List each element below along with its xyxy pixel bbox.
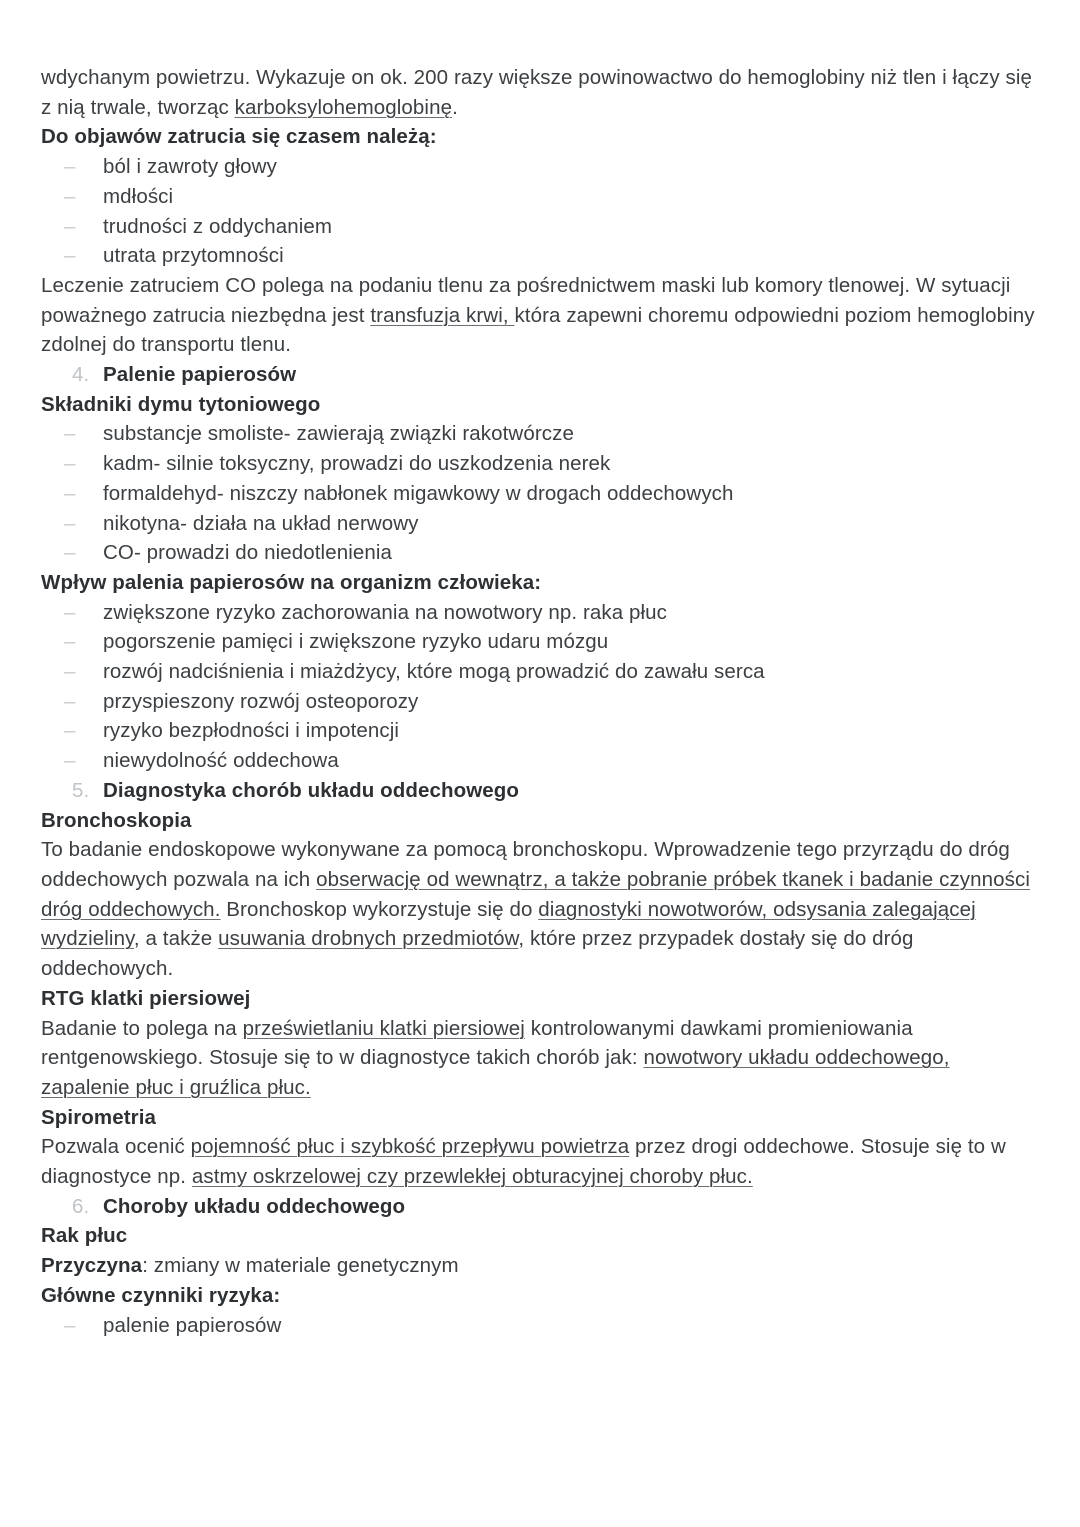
list-item bbox=[41, 746, 1039, 776]
text-run: przez drogi oddechowe. Stosuje się to w diagnostyce np. bbox=[41, 1135, 1006, 1189]
dash-bullet-icon: – bbox=[64, 511, 76, 535]
list-item-label: pogorszenie pamięci i zwiększone ryzyko udaru mózgu bbox=[103, 630, 609, 654]
list-item-label: substancje smoliste- zawierają związki rakotwórcze bbox=[103, 422, 574, 446]
heading-glowne-czynniki-ryzyka: Główne czynniki ryzyka: bbox=[41, 1283, 281, 1307]
heading-objawy-zatrucia: Do objawów zatrucia się czasem należą: bbox=[41, 125, 437, 149]
numbered-item-choroby-ukladu-list bbox=[41, 1192, 1039, 1222]
numbered-item-diagnostyka-list bbox=[41, 776, 1039, 806]
numbered-item-label: Palenie papierosów bbox=[103, 363, 297, 387]
heading-spirometria: Spirometria bbox=[41, 1105, 157, 1129]
text-run: Bronchoskop wykorzystuje się do bbox=[220, 897, 539, 921]
list-item bbox=[41, 241, 1039, 271]
text-run: Pozwala ocenić bbox=[41, 1135, 191, 1159]
heading-rak-pluc: Rak płuc bbox=[41, 1224, 128, 1248]
underlined-text: usuwania drobnych przedmiotów bbox=[218, 927, 519, 951]
underlined-text: prześwietlaniu klatki piersiowej bbox=[242, 1016, 525, 1040]
list-item-label: przyspieszony rozwój osteoporozy bbox=[103, 689, 419, 713]
dash-bullet-icon: – bbox=[64, 244, 76, 268]
list-objawy-zatrucia bbox=[41, 152, 1039, 271]
paragraph-bronchoskopia bbox=[41, 835, 1039, 984]
numbered-item-diagnostyka bbox=[41, 776, 1039, 806]
heading-rtg-klatki-piersiowej: RTG klatki piersiowej bbox=[41, 986, 251, 1010]
dash-bullet-icon: – bbox=[64, 719, 76, 743]
paragraph-leczenie-zatrucia-co bbox=[41, 271, 1039, 360]
numbered-item-label: Diagnostyka chorób układu oddechowego bbox=[103, 778, 520, 802]
underlined-text: transfuzja krwi, bbox=[370, 303, 515, 327]
list-item-label: ryzyko bezpłodności i impotencji bbox=[103, 719, 400, 743]
list-item bbox=[41, 657, 1039, 687]
dash-bullet-icon: – bbox=[64, 422, 76, 446]
list-wplyw-palenia bbox=[41, 598, 1039, 776]
heading-wplyw-palenia: Wpływ palenia papierosów na organizm człowieka: bbox=[41, 570, 542, 594]
list-item bbox=[41, 152, 1039, 182]
text-run: To badanie endoskopowe wykonywane za pomocą bronchoskopu. Wprowadzenie tego przyrządu do dróg oddechowych pozwala na ich bbox=[41, 838, 1010, 891]
list-item bbox=[41, 1311, 1039, 1341]
list-item bbox=[41, 479, 1039, 509]
list-item-label: nikotyna- działa na układ nerwowy bbox=[103, 511, 419, 535]
text-run: , a także bbox=[133, 927, 219, 951]
list-item bbox=[41, 716, 1039, 746]
list-item bbox=[41, 598, 1039, 628]
numbered-item-palenie-papierosow bbox=[41, 360, 1039, 390]
dash-bullet-icon: – bbox=[64, 600, 76, 624]
list-number-marker: 5. bbox=[72, 778, 90, 802]
list-number-marker: 6. bbox=[72, 1194, 90, 1218]
paragraph-carbon-monoxide-intro bbox=[41, 63, 1039, 122]
text-run: Badanie to polega na bbox=[41, 1016, 243, 1040]
paragraph-rtg-klatki-piersiowej bbox=[41, 1014, 1039, 1103]
text-run: . bbox=[452, 95, 458, 119]
dash-bullet-icon: – bbox=[64, 481, 76, 505]
heading-skladniki-dymu: Składniki dymu tytoniowego bbox=[41, 392, 321, 416]
text-run: która zapewni choremu odpowiedni poziom hemoglobiny zdolnej do transportu tlenu. bbox=[41, 303, 1035, 357]
document-body bbox=[41, 63, 1039, 1340]
underlined-text: astmy oskrzelowej czy przewlekłej obturacyjnej choroby płuc. bbox=[191, 1165, 753, 1189]
dash-bullet-icon: – bbox=[64, 452, 76, 476]
text-run: wdychanym powietrzu. Wykazuje on ok. 200 razy większe powinowactwo do hemoglobiny niż tlen i łączy się z nią trwale, tworząc bbox=[41, 66, 1033, 119]
list-glowne-czynniki-ryzyka bbox=[41, 1311, 1039, 1341]
dash-bullet-icon: – bbox=[64, 630, 76, 654]
list-item-label: niewydolność oddechowa bbox=[103, 749, 339, 773]
list-item bbox=[41, 538, 1039, 568]
list-item-label: kadm- silnie toksyczny, prowadzi do uszkodzenia nerek bbox=[103, 452, 611, 476]
dash-bullet-icon: – bbox=[64, 660, 76, 684]
numbered-item-label: Choroby układu oddechowego bbox=[103, 1194, 406, 1218]
list-item bbox=[41, 182, 1039, 212]
list-item-label: formaldehyd- niszczy nabłonek migawkowy w drogach oddechowych bbox=[103, 481, 734, 505]
list-skladniki-dymu bbox=[41, 419, 1039, 568]
text-run: kontrolowanymi dawkami promieniowania rentgenowskiego. Stosuje się to w diagnostyce takich chorób jak: bbox=[41, 1016, 913, 1070]
heading-bronchoskopia: Bronchoskopia bbox=[41, 808, 192, 832]
list-item-label: trudności z oddychaniem bbox=[103, 214, 333, 238]
list-item bbox=[41, 419, 1039, 449]
text-run: , które przez przypadek dostały się do dróg oddechowych. bbox=[41, 927, 914, 981]
list-item bbox=[41, 687, 1039, 717]
dash-bullet-icon: – bbox=[64, 184, 76, 208]
list-item bbox=[41, 212, 1039, 242]
underlined-text: obserwację od wewnątrz, a także pobranie próbek tkanek i badanie czynności dróg oddechowych. bbox=[41, 867, 1030, 921]
text-run: : zmiany w materiale genetycznym bbox=[142, 1254, 459, 1278]
paragraph-przyczyna bbox=[41, 1251, 1039, 1281]
list-item-label: CO- prowadzi do niedotlenienia bbox=[103, 541, 393, 565]
bold-text: Przyczyna bbox=[41, 1254, 143, 1278]
dash-bullet-icon: – bbox=[64, 749, 76, 773]
dash-bullet-icon: – bbox=[64, 214, 76, 238]
list-item-label: zwiększone ryzyko zachorowania na nowotwory np. raka płuc bbox=[103, 600, 668, 624]
underlined-text: diagnostyki nowotworów, odsysania zalegającej wydzieliny bbox=[41, 897, 976, 951]
list-number-marker: 4. bbox=[72, 363, 90, 387]
list-item-label: ból i zawroty głowy bbox=[103, 155, 277, 179]
underlined-text: pojemność płuc i szybkość przepływu powietrza bbox=[190, 1135, 630, 1159]
numbered-item-choroby-ukladu bbox=[41, 1192, 1039, 1222]
list-item-label: mdłości bbox=[103, 184, 174, 208]
underlined-text: karboksylohemoglobinę bbox=[234, 95, 453, 119]
list-item-label: palenie papierosów bbox=[103, 1313, 282, 1337]
list-item-label: utrata przytomności bbox=[103, 244, 284, 268]
list-item-label: rozwój nadciśnienia i miażdżycy, które mogą prowadzić do zawału serca bbox=[103, 660, 765, 684]
dash-bullet-icon: – bbox=[64, 689, 76, 713]
numbered-item-palenie-papierosow-list bbox=[41, 360, 1039, 390]
dash-bullet-icon: – bbox=[64, 1313, 76, 1337]
underlined-text: nowotwory układu oddechowego, zapalenie płuc i gruźlica płuc. bbox=[41, 1046, 950, 1099]
list-item bbox=[41, 627, 1039, 657]
dash-bullet-icon: – bbox=[64, 155, 76, 179]
text-run: Leczenie zatruciem CO polega na podaniu tlenu za pośrednictwem maski lub komory tlenowej. W sytuacji poważnego zatrucia niezbędna jest bbox=[41, 273, 1011, 327]
dash-bullet-icon: – bbox=[64, 541, 76, 565]
list-item bbox=[41, 449, 1039, 479]
list-item bbox=[41, 509, 1039, 539]
paragraph-spirometria bbox=[41, 1132, 1039, 1191]
